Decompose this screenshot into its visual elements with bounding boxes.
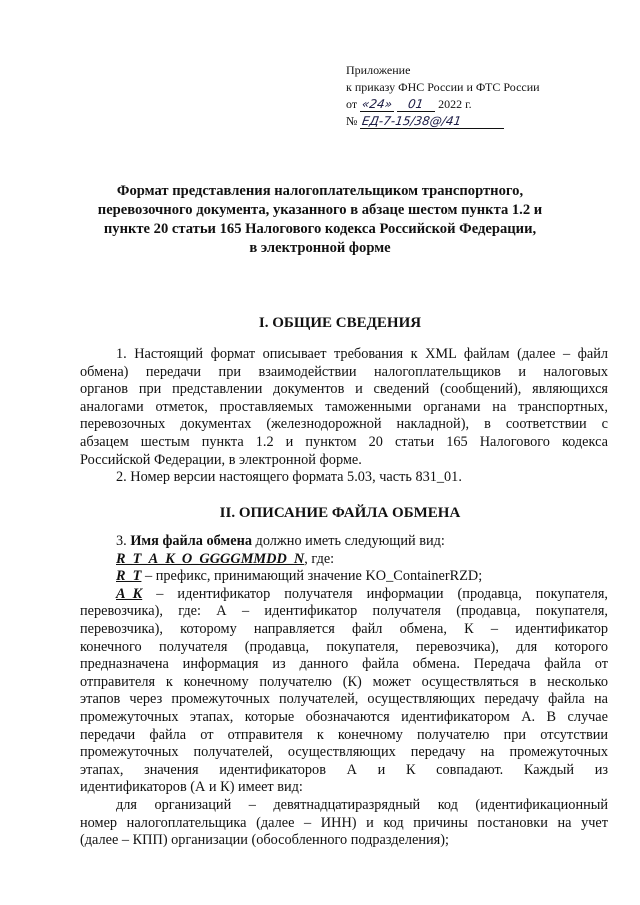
file-name-pattern: R_T_A_K_O_GGGGMMDD_N, где:: [116, 550, 335, 567]
handwritten-number: ЕД-7-15/38@/41: [361, 114, 463, 128]
paragraph-line: передачи файла от отправителя к конечному получателю при отсутствии: [80, 726, 608, 743]
paragraph-line: обмена) передачи при взаимодействии налогоплательщиков и налоговых: [80, 363, 608, 380]
section-2-heading: II. ОПИСАНИЕ ФАЙЛА ОБМЕНА: [219, 505, 461, 521]
paragraph-line: предназначена информация из данного файла обмена. Передача файла от: [80, 656, 608, 673]
paragraph-line: аналогами отметок, проставляемых таможенными органами на транспортных,: [80, 398, 608, 415]
paragraph-line: этапов через промежуточных получателей, осуществляющих передачу файла на: [80, 691, 608, 708]
paragraph-line: (далее – КПП) организации (обособленного подразделения);: [80, 832, 449, 849]
handwritten-month: 01: [407, 97, 425, 111]
paragraph-line: 1. Настоящий формат описывает требования к XML файлам (далее – файл: [116, 346, 608, 362]
appendix-date: от «24» 01 2022 г.: [346, 97, 472, 111]
paragraph-line: идентификаторов (А и К) имеет вид:: [80, 779, 303, 796]
section-2-body: [80, 533, 608, 850]
paragraph-line: номер налогоплательщика (далее – ИНН) и код причины постановки на учет: [80, 814, 608, 831]
paragraph-version: 2. Номер версии настоящего формата 5.03, часть 831_01.: [116, 469, 462, 486]
paragraph-line: промежуточных получателей, осуществляющих передачу на промежуточных: [80, 744, 608, 761]
paragraph-line: промежуточных этапах, которые обозначаются идентификатором А. В случае: [80, 708, 608, 725]
section-1-heading: I. ОБЩИЕ СВЕДЕНИЯ: [258, 315, 422, 331]
appendix-order: к приказу ФНС России и ФТС России: [346, 80, 540, 94]
paragraph-line: отправителя к конечному получателю (К) может осуществляться в несколько: [80, 673, 608, 690]
appendix-label: Приложение: [346, 63, 411, 77]
paragraph-line: органов при представлении документов и сведений (сообщений), являющихся: [80, 381, 608, 398]
paragraph-line: для организаций – девятнадцатиразрядный код (идентификационный: [116, 796, 608, 813]
section-1-body: [80, 346, 608, 487]
paragraph-3-intro: 3. Имя файла обмена должно иметь следующий вид:: [116, 533, 445, 549]
prefix-definition: R_T – префикс, принимающий значение KO_ContainerRZD;: [116, 568, 483, 585]
paragraph-line: перевозчика), где: А – идентификатор получателя (продавца, покупателя,: [80, 603, 608, 620]
ak-definition-line: A_K – идентификатор получателя информации (продавца, покупателя,: [116, 585, 608, 602]
paragraph-line: перевозчика), которому направляется файл обмена, К – идентификатор: [80, 620, 608, 637]
document-title: Формат представления налогоплательщиком транспортного, перевозочного документа, указанного в абзаце шестом пункта 1.2 и пункте 20 статьи 165 Налогового кодекса Российской Федерации, в электронной форме: [97, 183, 543, 256]
paragraph-line: этапах, значения идентификаторов А и К совпадают. Каждый из: [80, 761, 608, 778]
appendix-block: [346, 62, 540, 130]
paragraph-line: конечного получателя (продавца, покупателя, перевозчика), для которого: [80, 638, 608, 655]
handwritten-day: «24»: [361, 97, 394, 111]
appendix-number: № ЕД-7-15/38@/41: [346, 113, 540, 130]
file-name-term: Имя файла обмена: [130, 533, 252, 549]
paragraph-line: абзацем шестым пункта 1.2 и пунктом 20 статьи 165 Налогового кодекса: [80, 433, 608, 450]
paragraph-line: перевозочных документах (железнодорожной накладной), в соответствии с: [80, 416, 608, 433]
paragraph-line: Российской Федерации, в электронной форме.: [80, 451, 362, 468]
